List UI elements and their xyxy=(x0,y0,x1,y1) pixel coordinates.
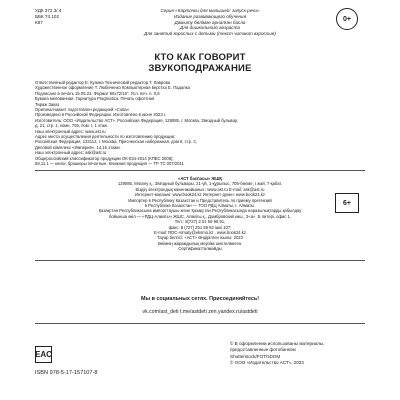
udk-code: УДК 372.3/.4 xyxy=(35,8,62,13)
kz-line: факс: 8 (727) 251 59 92 ішкі 107; xyxy=(168,224,232,230)
imprint-line: Ответственный редактор Е. Кузина Технический редактор Т. Лаврова xyxy=(35,80,171,85)
social-links[interactable]: vk.com/ast_deti t.me/astdeti zen.yandex.ru/astdeti xyxy=(142,309,258,315)
imprint-line: Бумага мелованная. Гарнитура Pragmatica. Печать офсетная xyxy=(35,96,155,102)
kz-line: Импортер в Республику Казахстан и Представитель по приему претензий xyxy=(128,197,272,203)
bbk-code: ББК 74.102 xyxy=(35,13,60,19)
imprint-line: д. 21, стр. 1, комн. 705, пом. I, 1 этаж. xyxy=(35,123,109,129)
kz-line: Қазақстан Республикасына импорттаушы және Қазақстан Республикасында наразылықтарды қабылдау xyxy=(98,208,302,214)
series-name: Серия «Карточки для малышей: запуск речи» xyxy=(160,8,260,13)
copyright-line: © В оформлении использованы материалы, xyxy=(230,341,325,346)
social-heading: Мы в социальных сетях. Присоединяйтесь! xyxy=(140,296,259,302)
kz-line: Сертификатталмайды xyxy=(178,246,222,252)
kz-line: Интернет-магазин: www.book24.kz Интернет-дүкен: www.book24.kz xyxy=(135,192,265,198)
author-mark: К87 xyxy=(35,19,43,25)
title-line-2: ЗВУКОПОДРАЖАНИЕ xyxy=(148,63,252,74)
reading-note: Для занятий взрослых с детьми (текст читают взрослые) xyxy=(144,31,276,37)
eac-mark: EAC xyxy=(35,346,52,363)
copyright-line: Shutterstock/FOTODOM xyxy=(230,353,281,359)
age-rating-badge-kz: 6+ xyxy=(335,193,359,213)
imprint-line: Наш электронный адрес: ask@ast.ru xyxy=(35,150,107,156)
age-group: Для дошкольного возраста xyxy=(180,25,240,31)
imprint-line: Произведено в Российской Федерации. Изготовлено в июне 2023 г. xyxy=(35,112,167,118)
series-info xyxy=(110,8,310,37)
imprint-line: Оригинал-макет подготовлен редакцией «Сова» xyxy=(35,107,130,113)
copyright-block xyxy=(230,341,370,367)
imprint-block xyxy=(35,80,365,167)
imprint-line: Общероссийский классификатор продукции ОК-034-2014 (КПЕС 2008); xyxy=(35,155,174,161)
kz-line: бойынша өкіл — «РДЦ-Алматы» ЖШС, Алматы қ., Домбровский көш., 3«а», Б литері, офис 1. xyxy=(108,213,292,219)
kz-line: Тауар белгісі: «АСТ» Өндірілген жылы: 2023 xyxy=(157,235,243,241)
kz-line: Біздің электрондық мекенжайымыз : www.ast.ru E-mail: ask@ast.ru xyxy=(135,186,265,192)
age-rating-badge: 0+ xyxy=(336,8,358,30)
imprint-line: Российская Федерация, 123112, г. Москва, Пресненская набережная, дом 6, стр. 2, xyxy=(35,139,197,145)
divider xyxy=(35,260,365,261)
title-line-1: КТО КАК ГОВОРИТ xyxy=(154,52,246,63)
imprint-line: Наш электронный адрес: www.ast.ru xyxy=(35,128,106,134)
library-codes xyxy=(35,8,61,25)
kz-line: в Республике Казахстан — ТОО РДЦ Алматы, г. Алматы. xyxy=(144,203,256,209)
imprint-line: Подписано в печать 15.05.23. Формат 60x72/16". Усл. печ. л. 0,8 xyxy=(35,90,160,96)
kz-imprint-block xyxy=(35,176,365,252)
kz-line: E-mail: RDC-Almaty@eksmo.kz , www.book24.kz xyxy=(154,230,246,236)
copyright-line: © ООО «Издательство АСТ», 2023 xyxy=(230,360,304,366)
imprint-line: Художественное оформление Т. Любиченко Компьютерная верстка Е. Падалка xyxy=(35,85,190,91)
imprint-line: Изготовитель: ООО «Издательство АСТ». Российская Федерация, 129085, г. Москва, Звездный бульвар, xyxy=(35,117,239,123)
divider xyxy=(35,170,365,171)
kz-line: Тел.: 8(727) 2 51 59 90,91, xyxy=(174,219,226,225)
imprint-line: Деловой комплекс «Империя», 14,15 этажи. xyxy=(35,144,121,150)
edition-type-kz: Дамыту бөлімге арналған басла xyxy=(174,19,246,25)
isbn: ISBN 978-5-17-157107-8 xyxy=(35,370,98,376)
imprint-line: Тираж Заказ xyxy=(35,101,60,107)
edition-type: Издание развивающего обучения xyxy=(173,13,247,19)
kz-line: Өнімнің жарамдылық мерзімі шектелмеген. xyxy=(157,240,243,246)
divider xyxy=(35,323,365,324)
imprint-line: 58.11.1 — книги, брошюры печатные. Книжная продукция — ТР ТС 007/2011 xyxy=(35,161,184,167)
kz-line: 129085, Мәскеу қ., Звёздный бульвары, 21-үй, 1-құрылыс, 705-бөлме, I жай, 7-қабат. xyxy=(117,181,283,187)
kz-line: «АСТ баспасы» ЖШҚ xyxy=(178,176,222,181)
imprint-line: Адрес места осуществления деятельности по изготовлению продукции: xyxy=(35,134,176,140)
copyright-line: предоставленные фотобанком xyxy=(230,347,296,353)
book-title xyxy=(35,52,365,74)
